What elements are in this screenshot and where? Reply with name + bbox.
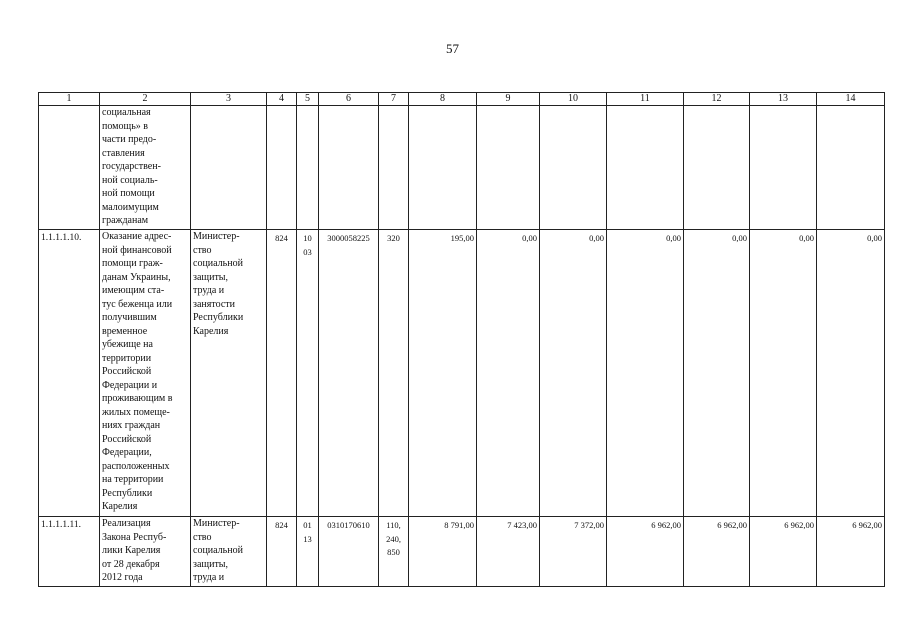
text-line: занятости bbox=[193, 298, 235, 310]
cell-c9: 0,00 bbox=[477, 230, 540, 517]
text-line: убежище на bbox=[102, 339, 153, 350]
text-line: Республики bbox=[193, 312, 244, 323]
text-line: гражданам bbox=[102, 215, 149, 226]
text-line: Министер- bbox=[193, 231, 240, 242]
text-line: Оказание адрес- bbox=[102, 231, 172, 242]
text-line: социальной bbox=[193, 545, 243, 556]
cell-c5 bbox=[297, 106, 319, 230]
cell-code: 1.1.1.1.11. bbox=[39, 517, 100, 587]
text-line: 01 bbox=[303, 520, 312, 530]
table-row-continuation bbox=[39, 106, 885, 230]
text-line: имеющим ста- bbox=[102, 285, 165, 296]
text-line: проживающим в bbox=[102, 393, 173, 404]
cell-c14: 6 962,00 bbox=[817, 517, 885, 587]
text-line: от 28 декабря bbox=[102, 558, 160, 570]
page-number: 57 bbox=[446, 41, 459, 56]
text-line: Министер- bbox=[193, 518, 240, 529]
cell-c13: 0,00 bbox=[750, 230, 817, 517]
text-line: получившим bbox=[102, 312, 157, 323]
cell-ministry bbox=[191, 517, 267, 587]
col-header-7: 7 bbox=[379, 93, 409, 106]
text-line: социальная bbox=[102, 107, 151, 118]
cell-c8: 195,00 bbox=[409, 230, 477, 517]
table-row-1-1-1-1-10 bbox=[39, 230, 885, 517]
cell-ministry bbox=[191, 230, 267, 517]
col-header-8: 8 bbox=[409, 93, 477, 106]
budget-table bbox=[38, 92, 885, 587]
text-line: расположенных bbox=[102, 460, 170, 472]
text-line: 110, bbox=[386, 520, 401, 530]
cell-c13: 6 962,00 bbox=[750, 517, 817, 587]
col-header-3: 3 bbox=[191, 93, 267, 106]
text-line: жилых помеще- bbox=[102, 406, 170, 418]
text-line: ство bbox=[193, 531, 212, 543]
cell-c6: 3000058225 bbox=[319, 230, 379, 517]
cell-c7 bbox=[379, 106, 409, 230]
text-line: территории bbox=[102, 352, 152, 364]
text-line: Российской bbox=[102, 366, 152, 377]
col-header-12: 12 bbox=[684, 93, 750, 106]
text-line: Федерации и bbox=[102, 379, 158, 391]
col-header-9: 9 bbox=[477, 93, 540, 106]
text-line: труда и bbox=[193, 572, 225, 583]
text-line: части предо- bbox=[102, 134, 157, 145]
cell-c14 bbox=[817, 106, 885, 230]
col-header-4: 4 bbox=[267, 93, 297, 106]
cell-c11: 0,00 bbox=[607, 230, 684, 517]
cell-c7 bbox=[379, 230, 409, 517]
text-line: Карелия bbox=[193, 325, 229, 337]
cell-c10: 0,00 bbox=[540, 230, 607, 517]
text-line: 13 bbox=[303, 533, 312, 544]
cell-c6 bbox=[319, 106, 379, 230]
cell-c12 bbox=[684, 106, 750, 230]
text-line: Карелия bbox=[102, 501, 138, 512]
text-line: ставления bbox=[102, 147, 145, 159]
text-line: защиты, bbox=[193, 271, 229, 283]
text-line: 03 bbox=[303, 246, 312, 257]
text-line: 10 bbox=[303, 233, 312, 243]
cell-c13 bbox=[750, 106, 817, 230]
text-line: 320 bbox=[387, 233, 400, 243]
col-header-5: 5 bbox=[297, 93, 319, 106]
col-header-11: 11 bbox=[607, 93, 684, 106]
header-row bbox=[39, 93, 885, 106]
col-header-14: 14 bbox=[817, 93, 885, 106]
col-header-6: 6 bbox=[319, 93, 379, 106]
cell-c9: 7 423,00 bbox=[477, 517, 540, 587]
text-line: 2012 года bbox=[102, 572, 143, 583]
text-line: 850 bbox=[387, 547, 400, 557]
cell-name bbox=[100, 106, 191, 230]
col-header-2: 2 bbox=[100, 93, 191, 106]
text-line: Республики bbox=[102, 487, 153, 499]
cell-c14: 0,00 bbox=[817, 230, 885, 517]
cell-c8: 8 791,00 bbox=[409, 517, 477, 587]
cell-c4: 824 bbox=[267, 517, 297, 587]
text-line: Закона Респуб- bbox=[102, 531, 167, 543]
text-line: ной социаль- bbox=[102, 174, 158, 186]
cell-c10: 7 372,00 bbox=[540, 517, 607, 587]
col-header-1: 1 bbox=[39, 93, 100, 106]
text-line: на территории bbox=[102, 474, 164, 485]
text-line: 240, bbox=[386, 533, 401, 544]
cell-name bbox=[100, 230, 191, 517]
cell-ministry bbox=[191, 106, 267, 230]
cell-code: 1.1.1.1.10. bbox=[39, 230, 100, 517]
cell-c4 bbox=[267, 106, 297, 230]
text-line: временное bbox=[102, 325, 148, 337]
text-line: социальной bbox=[193, 258, 243, 269]
text-line: ной помощи bbox=[102, 188, 155, 199]
cell-c8 bbox=[409, 106, 477, 230]
text-line: тус беженца или bbox=[102, 298, 173, 310]
cell-c7 bbox=[379, 517, 409, 587]
text-line: государствен- bbox=[102, 161, 161, 172]
text-line: Реализация bbox=[102, 518, 151, 529]
cell-c12: 6 962,00 bbox=[684, 517, 750, 587]
cell-c6: 0310170610 bbox=[319, 517, 379, 587]
cell-c12: 0,00 bbox=[684, 230, 750, 517]
text-line: малоимущим bbox=[102, 201, 159, 213]
col-header-13: 13 bbox=[750, 93, 817, 106]
text-line: ство bbox=[193, 244, 212, 256]
text-line: Российской bbox=[102, 433, 152, 445]
cell-c5 bbox=[297, 517, 319, 587]
cell-c9 bbox=[477, 106, 540, 230]
col-header-10: 10 bbox=[540, 93, 607, 106]
text-line: ной финансовой bbox=[102, 244, 172, 256]
cell-code bbox=[39, 106, 100, 230]
text-line: данам Украины, bbox=[102, 271, 171, 283]
cell-c11: 6 962,00 bbox=[607, 517, 684, 587]
text-line: помощи граж- bbox=[102, 258, 163, 269]
text-line: труда и bbox=[193, 285, 225, 296]
text-line: лики Карелия bbox=[102, 545, 161, 556]
cell-c4: 824 bbox=[267, 230, 297, 517]
cell-c5 bbox=[297, 230, 319, 517]
cell-c11 bbox=[607, 106, 684, 230]
cell-name bbox=[100, 517, 191, 587]
text-line: Федерации, bbox=[102, 447, 152, 458]
text-line: ниях граждан bbox=[102, 420, 161, 431]
text-line: помощь» в bbox=[102, 120, 148, 132]
text-line: защиты, bbox=[193, 558, 229, 570]
table-row-1-1-1-1-11 bbox=[39, 517, 885, 587]
cell-c10 bbox=[540, 106, 607, 230]
